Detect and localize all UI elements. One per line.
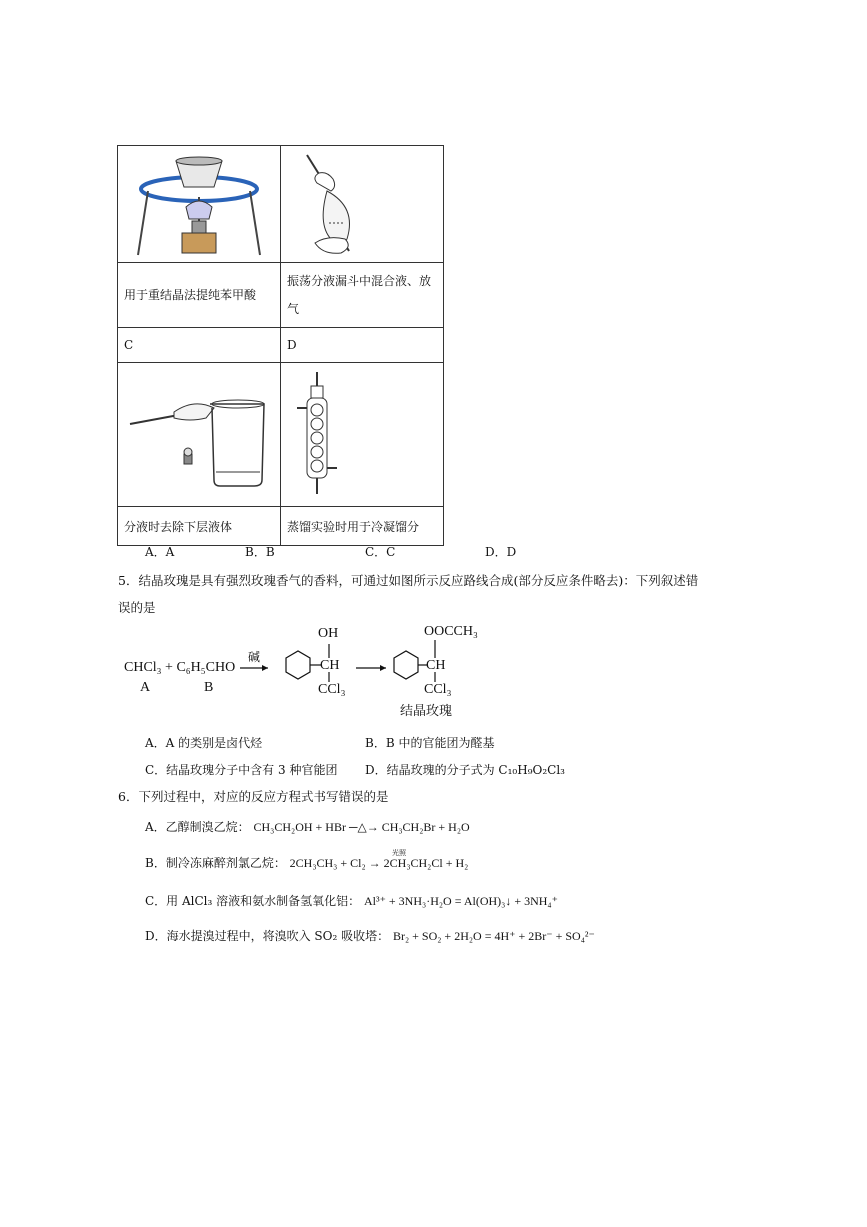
- table-cell: 蒸馏实验时用于冷凝馏分: [281, 507, 444, 546]
- q5-option-a: A．A 的类别是卤代烃: [145, 736, 263, 750]
- scheme-label-a: A: [140, 680, 151, 695]
- table-cell: 用于重结晶法提纯苯甲酸: [118, 263, 281, 328]
- q6-option-a-label: A．乙醇制溴乙烷：: [145, 820, 250, 834]
- scheme-int-oh: OH: [318, 626, 339, 641]
- scheme-prod-ccl3: CCl₃: [424, 682, 452, 697]
- q6-stem: 6．下列过程中，对应的反应方程式书写错误的是: [118, 789, 389, 804]
- q6-option-d: [145, 927, 595, 944]
- scheme-label-b: B: [204, 680, 214, 695]
- scheme-reactants: CHCl₃ + C₆H₅CHO: [124, 660, 236, 675]
- q5-option-c: C．结晶玫瑰分子中含有 3 种官能团: [145, 763, 338, 777]
- q5-stem-line1: 5．结晶玫瑰是具有强烈玫瑰香气的香料，可通过如图所示反应路线合成(部分反应条件略去)：下列叙述错: [118, 573, 699, 588]
- q6-option-a: [145, 818, 470, 835]
- funnel-beaker-icon: [124, 368, 274, 498]
- q6-option-d-equation: Br₂ + SO₂ + 2H₂O = 4H⁺ + 2Br⁻ + SO₄²⁻: [392, 929, 595, 943]
- apparatus-table: [117, 145, 444, 546]
- q6-option-c: [145, 892, 558, 909]
- q5-option-b: B．B 中的官能团为醛基: [365, 736, 495, 750]
- separatory-funnel-hands-icon: [287, 147, 437, 259]
- condenser-figure: [281, 363, 444, 507]
- table-cell: 分液时去除下层液体: [118, 507, 281, 546]
- scheme-prod-ch: CH: [426, 658, 446, 673]
- recrystallization-figure: [118, 146, 281, 263]
- q4-option-a: A．A: [145, 545, 175, 559]
- scheme-condition: 碱: [248, 650, 261, 664]
- q6-option-b-label: B．制冷冻麻醉剂氯乙烷：: [145, 856, 286, 870]
- scheme-product-name: 结晶玫瑰: [400, 704, 453, 719]
- q6-option-b: [145, 854, 468, 871]
- option-label-c: C: [118, 328, 281, 363]
- q6-option-b-condition: 光照: [392, 849, 406, 857]
- q4-option-c: C．C: [365, 545, 396, 559]
- option-label-d: D: [281, 328, 444, 363]
- q6-option-c-equation: Al³⁺ + 3NH₃·H₂O = Al(OH)₃↓ + 3NH₄⁺: [363, 894, 558, 908]
- recrystallization-apparatus-icon: [124, 147, 274, 259]
- q6-option-b-equation: 2CH₃CH₃ + Cl₂ → 2CH₃CH₂Cl + H₂: [289, 856, 469, 870]
- scheme-int-ccl3: CCl₃: [318, 682, 346, 697]
- q6-option-d-label: D．海水提溴过程中，将溴吹入 SO₂ 吸收塔：: [145, 929, 390, 943]
- q4-option-b: B．B: [245, 545, 275, 559]
- q4-option-d: D．D: [485, 545, 517, 559]
- table-cell: 振荡分液漏斗中混合液、放气: [281, 263, 444, 328]
- q6-option-c-label: C．用 AlCl₃ 溶液和氨水制备氢氧化铝：: [145, 894, 361, 908]
- q6-option-a-equation: CH₃CH₂OH + HBr ─△→ CH₃CH₂Br + H₂O: [253, 820, 470, 834]
- liquid-separation-figure: [118, 363, 281, 507]
- reaction-scheme: [118, 620, 518, 720]
- separatory-funnel-shaking-figure: [281, 146, 444, 263]
- scheme-int-ch: CH: [320, 658, 340, 673]
- q5-option-d: D．结晶玫瑰的分子式为 C₁₀H₉O₂Cl₃: [365, 763, 565, 777]
- ball-condenser-icon: [287, 368, 437, 498]
- q5-stem-line2: 误的是: [118, 600, 156, 615]
- scheme-prod-ester: OOCCH₃: [424, 624, 478, 639]
